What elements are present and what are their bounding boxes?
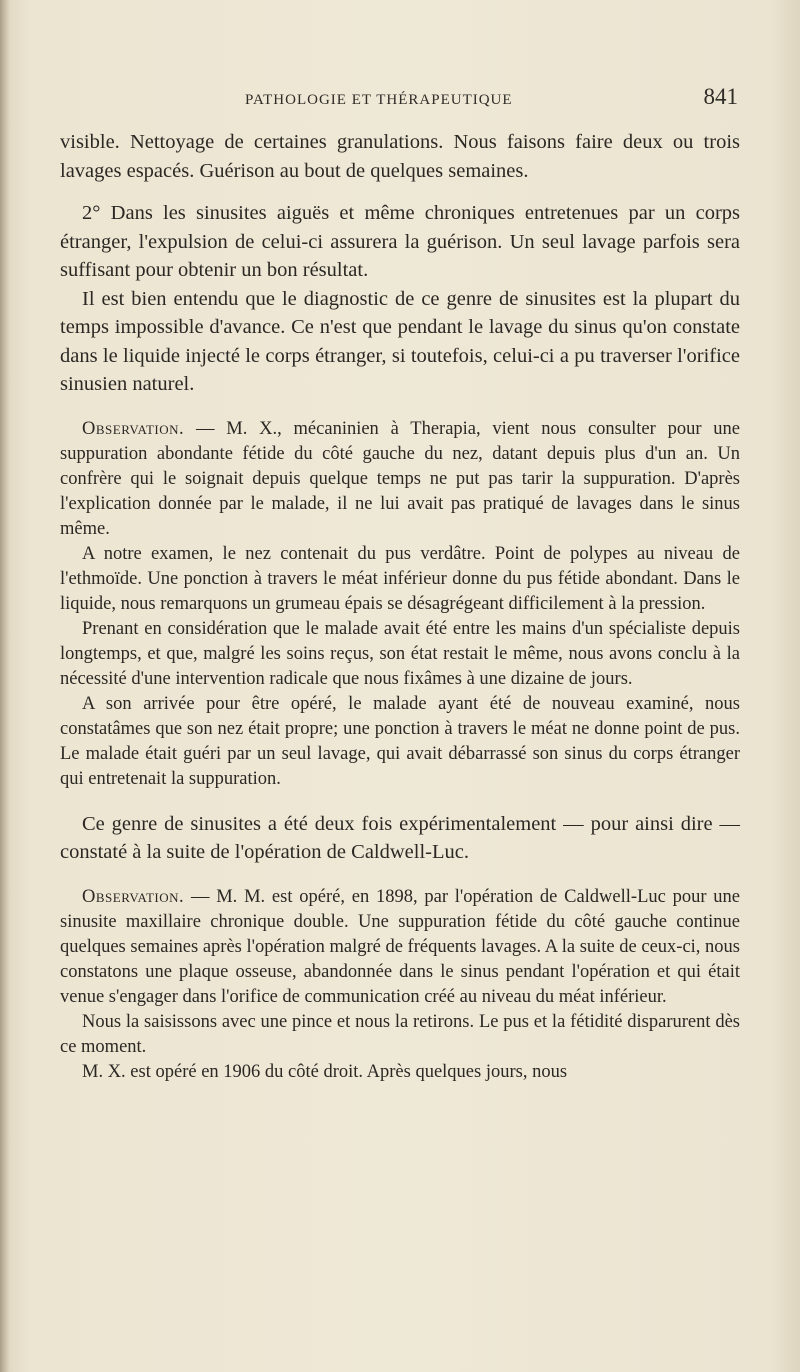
observation-2 <box>60 885 740 1010</box>
page-binding-shadow <box>0 0 10 1372</box>
observation-1-outcome: A son arrivée pour être opéré, le malade ayant été de nouveau examiné, nous constatâmes que son nez était propre; une ponction à travers le méat ne donne point de pus. Le malade était guéri par un seul lavage, qui avait débarrassé son sinus du corps étranger qui entretenait la suppuration. <box>60 693 740 789</box>
observation-text: — M. X., mécaninien à Therapia, vient nous consulter pour une suppuration abondante fétide du côté gauche du nez, datant depuis plus d'un an. Un confrère qui le soignait depuis quelque temps ne put pas tarir la suppuration. D'après l'explication donnée par le malade, il ne lui avait pas pratiqué de lavages dans le sinus même. <box>60 418 740 539</box>
paragraph-continuation: visible. Nettoyage de certaines granulations. Nous faisons faire deux ou trois lavages espacés. Guérison au bout de quelques semaines. <box>60 131 740 182</box>
observation-1-decision: Prenant en considération que le malade avait été entre les mains d'un spécialiste depuis longtemps, et que, malgré les soins reçus, son état restait le même, nous avons conclu à la nécessité d'une intervention radicale que nous fixâmes à une dizaine de jours. <box>60 618 740 689</box>
running-title: PATHOLOGIE ET THÉRAPEUTIQUE <box>245 92 513 108</box>
observation-1-exam: A notre examen, le nez contenait du pus verdâtre. Point de polypes au niveau de l'ethmoïde. Une ponction à travers le méat inférieur donne du pus fétide abondant. Dans le liquide, nous remarquons un grumeau épais se désagrégeant difficilement à la pression. <box>60 543 740 614</box>
paragraph-foreign-body: 2° Dans les sinusites aiguës et même chroniques entretenues par un corps étranger, l'expulsion de celui-ci assurera la guérison. Un seul lavage parfois sera suffisant pour obtenir un bon résultat. <box>60 202 740 281</box>
observation-2-second-case: M. X. est opéré en 1906 du côté droit. Après quelques jours, nous <box>82 1061 568 1082</box>
observation-label: Observation. <box>82 418 185 439</box>
observation-label: Observation. <box>82 886 185 907</box>
observation-2-removal: Nous la saisissons avec une pince et nous la retirons. Le pus et la fétidité disparurent dès ce moment. <box>60 1011 740 1057</box>
observation-text: — M. M. est opéré, en 1898, par l'opération de Caldwell-Luc pour une sinusite maxillaire chronique double. Une suppuration fétide du côté gauche continue quelques semaines après l'opération malgré de fréquents lavages. A la suite de ceux-ci, nous constatons une plaque osseuse, abandonnée dans le sinus pendant l'opération et qui était venue s'engager dans l'orifice de communication créé au niveau du méat inférieur. <box>60 886 740 1007</box>
page-header <box>60 84 740 118</box>
paragraph-experimental: Ce genre de sinusites a été deux fois expérimentalement — pour ainsi dire — constaté à la suite de l'opération de Caldwell-Luc. <box>60 812 740 863</box>
page-number: 841 <box>703 84 738 109</box>
page-body <box>60 128 740 1085</box>
paragraph-diagnosis: Il est bien entendu que le diagnostic de ce genre de sinusites est la plupart du temps impossible d'avance. Ce n'est que pendant le lavage du sinus qu'on constate dans le liquide injecté le corps étranger, si toutefois, celui-ci a pu traverser l'orifice sinusien naturel. <box>60 287 740 395</box>
observation-1 <box>60 417 740 542</box>
